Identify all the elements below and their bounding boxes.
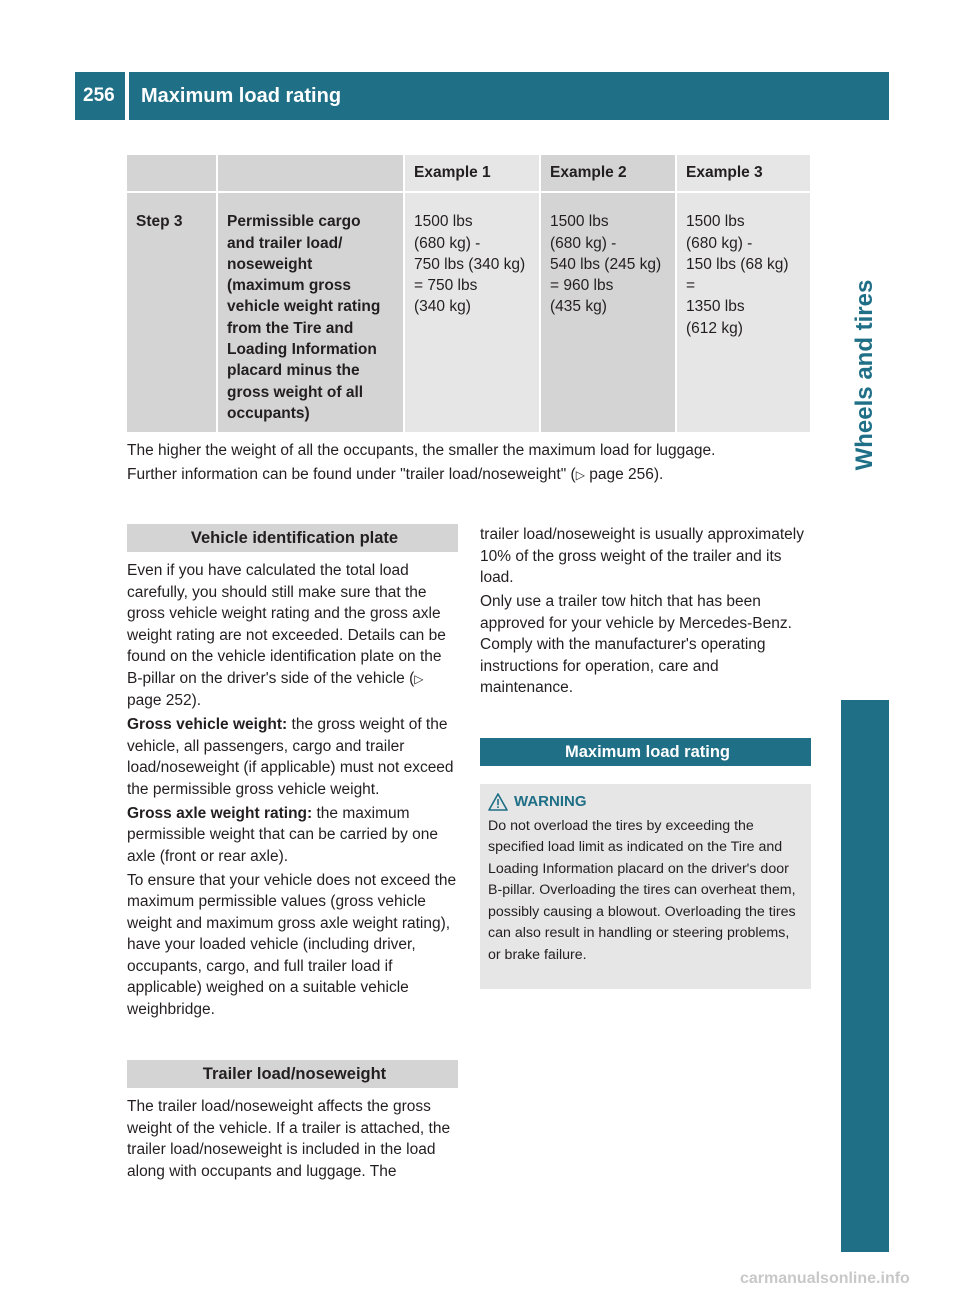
description-line: occupants) bbox=[227, 404, 310, 422]
description-line: noseweight bbox=[227, 255, 313, 273]
page-title: Maximum load rating bbox=[129, 72, 889, 120]
term-label: Gross vehicle weight: bbox=[127, 716, 288, 733]
intro-line-2 bbox=[127, 464, 827, 487]
description-line: Loading Information bbox=[227, 341, 377, 359]
section-heading-max-load: Maximum load rating bbox=[480, 738, 811, 766]
trailer-para-cont: trailer load/noseweight is usually approximately 10% of the gross weight of the trailer and its load. bbox=[480, 526, 804, 586]
gross-axle-weight-para bbox=[127, 803, 459, 868]
weighbridge-para: To ensure that your vehicle does not exceed the maximum permissible values (gross vehicle weight and maximum gross axle weight rating), have your loaded vehicle (including driver, occupants, cargo, and full trailer load if applicable) weighed on a suitable vehicle weighbridge. bbox=[127, 871, 457, 1018]
example-3-line: (680 kg) - bbox=[686, 234, 753, 252]
watermark: carmanualsonline.info bbox=[740, 1270, 910, 1287]
side-tab bbox=[841, 120, 889, 630]
example-3-line: 150 lbs (68 kg) = bbox=[686, 255, 789, 295]
page-number: 256 bbox=[75, 72, 125, 120]
section-heading-vehicle-plate: Vehicle identification plate bbox=[127, 524, 458, 552]
page-ref-icon: ▷ bbox=[575, 468, 585, 482]
section-heading-trailer: Trailer load/noseweight bbox=[127, 1060, 458, 1088]
description-line: Permissible cargo bbox=[227, 213, 361, 231]
table-header-example-3: Example 3 bbox=[676, 155, 811, 192]
example-1-line: (680 kg) - bbox=[414, 234, 481, 252]
body-text: the maximum permissible weight that can be carried by one axle (front or rear axle). bbox=[127, 804, 439, 865]
body-text: Even if you have calculated the total load carefully, you should still make sure that the gross vehicle weight rating and the gross axle weight rating are not exceeded. Details can be found on the vehicle identification plate on the B-pillar on the driver's side of the vehicle ( bbox=[127, 562, 446, 687]
description-line: placard minus the bbox=[227, 362, 360, 380]
description-line: gross weight of all bbox=[227, 383, 364, 401]
table-cell-description bbox=[217, 192, 404, 433]
warning-text: Do not overload the tires by exceeding the specified load limit as indicated on the Tire and Loading Information placard on the driver's door B-pillar. Overloading the tires can overheat them, possibly causing a blowout. Overloading the tires can also result in handling or steering problems, or brake failure. bbox=[488, 817, 796, 963]
example-2-line: (435 kg) bbox=[550, 298, 607, 316]
description-line: vehicle weight rating bbox=[227, 298, 381, 316]
vehicle-plate-section bbox=[127, 560, 459, 1023]
trailer-para: The trailer load/noseweight affects the gross weight of the vehicle. If a trailer is attached, the trailer load/noseweight is included in the load along with occupants and luggage. The bbox=[127, 1098, 451, 1180]
example-1-line: 1500 lbs bbox=[414, 213, 473, 231]
vehicle-plate-para bbox=[127, 560, 459, 712]
table-row bbox=[127, 192, 811, 433]
table-cell-example-1 bbox=[404, 192, 540, 433]
table-cell-example-2 bbox=[540, 192, 676, 433]
table-header-example-1: Example 1 bbox=[404, 155, 540, 192]
example-3-line: 1350 lbs bbox=[686, 298, 745, 316]
description-line: and trailer load/ bbox=[227, 234, 343, 252]
load-example-table bbox=[127, 155, 812, 434]
page-ref-icon: ▷ bbox=[414, 671, 424, 686]
tow-hitch-para: Only use a trailer tow hitch that has been approved for your vehicle by Mercedes-Benz. Comply with the manufacturer's operating instructions for operation, care and maintenance. bbox=[480, 593, 792, 696]
example-2-line: (680 kg) - bbox=[550, 234, 617, 252]
example-2-line: = 960 lbs bbox=[550, 277, 614, 295]
side-tab-label: Wheels and tires bbox=[851, 279, 878, 471]
example-2-line: 1500 lbs bbox=[550, 213, 609, 231]
example-2-line: 540 lbs (245 kg) bbox=[550, 255, 662, 273]
body-text: the gross weight of the vehicle, all passengers, cargo and trailer load/noseweight (if applicable) must not exceed the permissible gross vehicle weight. bbox=[127, 716, 454, 798]
page-ref-link[interactable]: page 252). bbox=[127, 692, 202, 709]
table-header-blank bbox=[217, 155, 404, 192]
side-tab-block bbox=[841, 700, 889, 1252]
page-ref-link[interactable]: page 256). bbox=[584, 466, 664, 483]
warning-title bbox=[488, 791, 803, 813]
table-cell-step: Step 3 bbox=[127, 192, 217, 433]
example-1-line: 750 lbs (340 kg) bbox=[414, 255, 526, 273]
table-cell-example-3 bbox=[676, 192, 811, 433]
warning-triangle-icon bbox=[488, 793, 508, 811]
example-3-line: (612 kg) bbox=[686, 319, 743, 337]
intro-text: Further information can be found under "trailer load/noseweight" ( bbox=[127, 466, 576, 483]
trailer-section-right bbox=[480, 524, 812, 701]
example-1-line: (340 kg) bbox=[414, 298, 471, 316]
description-line: from the Tire and bbox=[227, 319, 354, 337]
table-header-example-2: Example 2 bbox=[540, 155, 676, 192]
trailer-section-left bbox=[127, 1096, 459, 1185]
warning-box bbox=[480, 784, 811, 989]
description-line: (maximum gross bbox=[227, 277, 352, 295]
example-3-line: 1500 lbs bbox=[686, 213, 745, 231]
intro-line-1: The higher the weight of all the occupants, the smaller the maximum load for luggage. bbox=[127, 442, 716, 459]
table-header-blank bbox=[127, 155, 217, 192]
example-1-line: = 750 lbs bbox=[414, 277, 478, 295]
warning-title-text: WARNING bbox=[514, 793, 587, 810]
gross-vehicle-weight-para bbox=[127, 714, 459, 800]
table-header-row bbox=[127, 155, 811, 192]
term-label: Gross axle weight rating: bbox=[127, 804, 313, 822]
